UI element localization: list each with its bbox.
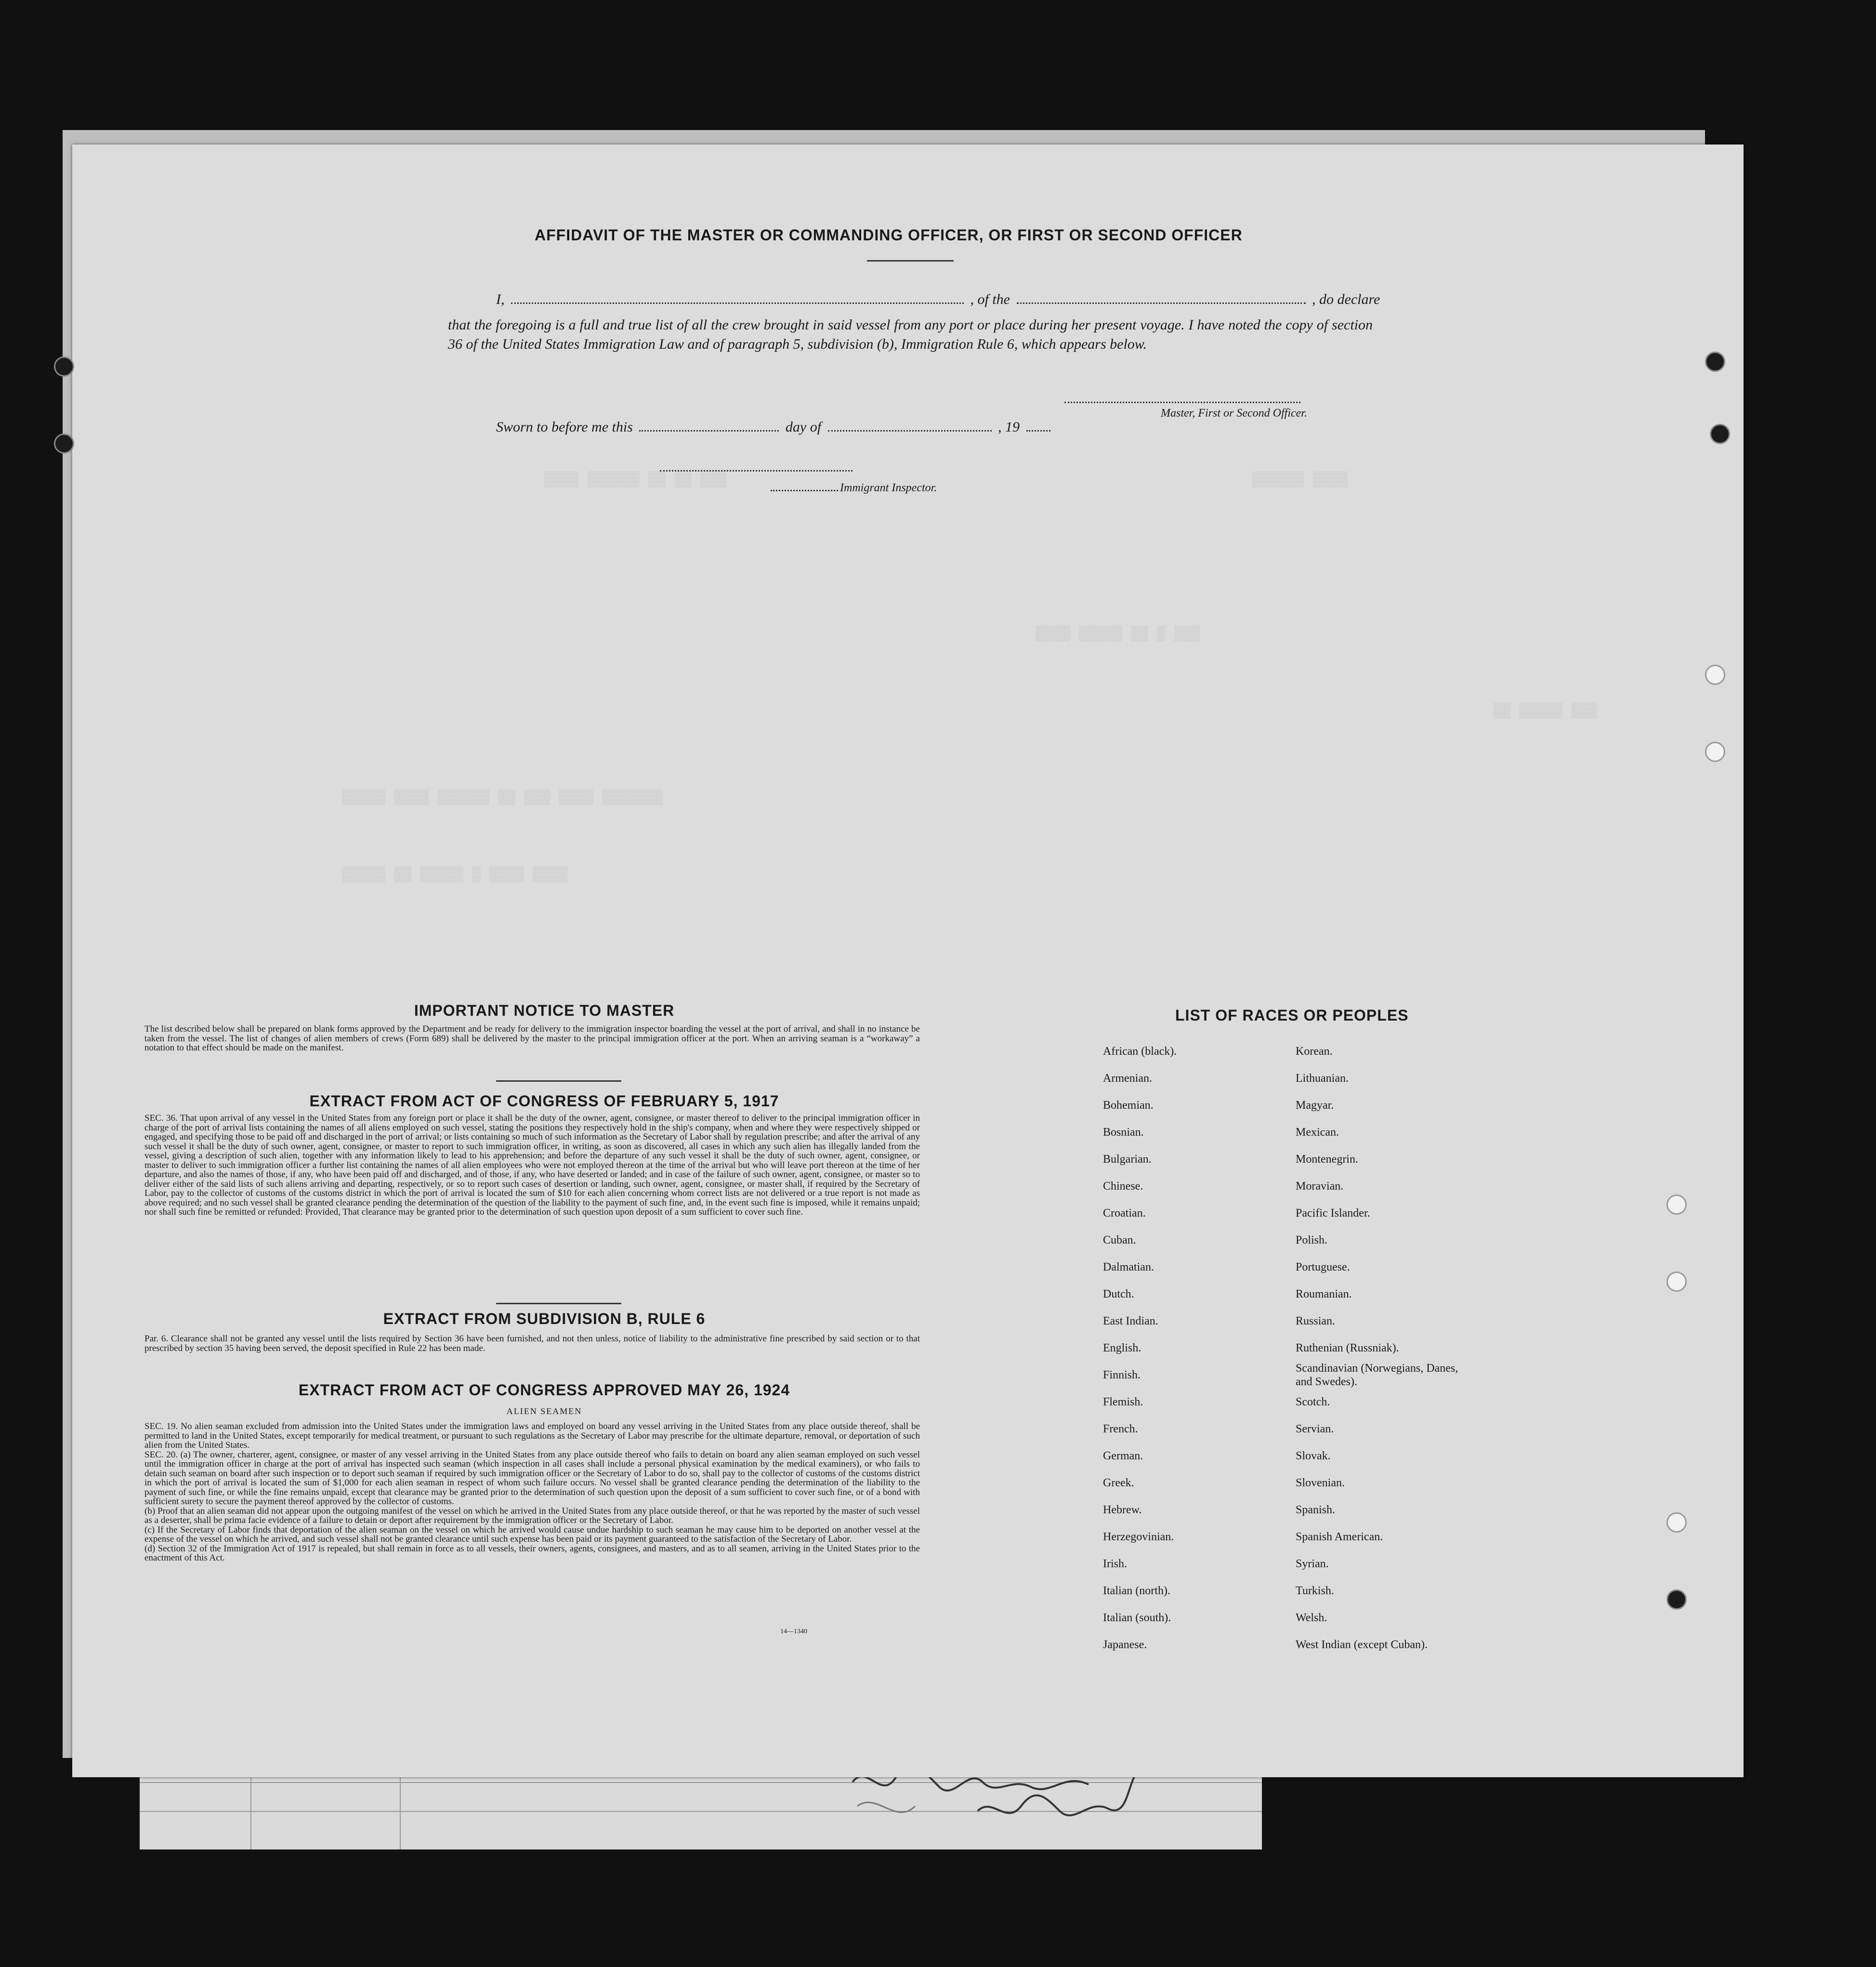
inspector-signature-field[interactable] — [660, 468, 853, 472]
punch-hole — [1666, 1589, 1687, 1610]
extract-1917-body: SEC. 36. That upon arrival of any vessel in the United States from any foreign port or place it shall be the duty of the owner, agent, consignee, or master thereof to deliver to the principal immigration officer in charge of the port of arrival lists containing the names of all aliens employed on such vessel, stating the positions they respectively hold in the ship's company, when and where they were respectively shipped or engaged, and specifying those to be paid off and discharged in the port of arrival; or lists containing so much of such information as the Secretary of Labor shall by regulation prescribe; and after the arrival of any such vessel it shall be the duty of such owner, agent, consignee, or master to report to such immigration officer, in writing, as soon as discovered, all cases in which any such alien has illegally landed from the vessel, giving a description of such alien, together with any information likely to lead to his apprehension; and before the departure of any such vessel it shall be the duty of such owner, agent, consignee, or master to deliver to such immigration officer a further list containing the names of all alien employees who were not employed thereon at the time of the arrival but who will leave port thereon at the time of her departure, and also the names of those, if any, who have been paid off and discharged, and of those, if any, who have deserted or landed; and in case of the failure of such owner, agent, consignee, or master so to deliver either of the said lists of such aliens arriving and departing, respectively, or so to report such cases of desertion or landing, such owner, agent, consignee, or master shall, if required by the Secretary of Labor, pay to the collector of customs of the customs district in which the port of arrival is located the sum of $10 for each alien concerning whom correct lists are not delivered or a true report is not made as above required; and no such vessel shall be granted clearance pending the determination of the question of the liability to the payment of such fine, and, in the event such fine is imposed, while it remains unpaid; nor shall such fine be remitted or refunded: Provided, That clearance may be granted prior to the determination of such question upon deposit of a sum sufficient to cover such fine. — [144, 1113, 920, 1217]
rule6-title: EXTRACT FROM SUBDIVISION B, RULE 6 — [383, 1310, 706, 1327]
vessel-name-field[interactable] — [1017, 301, 1306, 304]
sec-20d-text: (d) Section 32 of the Immigration Act of 1917 is repealed, but shall remain in force as to all vessels, their owners, agents, consignees, and masters, and as to all seamen, arriving in the United States prior to the enactment of this Act. — [144, 1543, 920, 1563]
punch-hole — [1666, 1512, 1687, 1533]
race-item: Roumanian. — [1296, 1288, 1352, 1300]
bleed-through: ▒▒ ▒▒▒▒▒ ▒▒▒ — [1493, 703, 1598, 720]
race-item: Scotch. — [1296, 1396, 1330, 1408]
form-number: 14—1340 — [780, 1628, 807, 1635]
punch-hole-edge — [54, 356, 74, 377]
race-item: Cuban. — [1103, 1234, 1136, 1246]
races-left-column — [1103, 1038, 1177, 1658]
race-item: Italian (north). — [1103, 1585, 1170, 1597]
race-item: Montenegrin. — [1296, 1153, 1358, 1166]
race-item: Spanish American. — [1296, 1531, 1383, 1543]
sec-20b-text: (b) Proof that an alien seaman did not appear upon the outgoing manifest of the vessel on which he arrived in the United States from any place outside thereof, or that he was reported by the master of such vessel as a deserter, shall be prima facie evidence of a failure to detain or deport after requirement by the immigration officer or the Secretary of Labor. — [144, 1506, 920, 1525]
race-item: Moravian. — [1296, 1180, 1344, 1193]
race-item: Scandinavian (Norwegians, Danes, and Swedes). — [1296, 1362, 1458, 1388]
race-item: German. — [1103, 1450, 1143, 1462]
notice-title: IMPORTANT NOTICE TO MASTER — [414, 1002, 675, 1019]
race-item: Dutch. — [1103, 1288, 1134, 1300]
affidavit-body: that the foregoing is a full and true list of all the crew brought in said vessel from any port or place during her present voyage. I have noted the copy of section 36 of the United States Immigration Law and of paragraph 5, subdivision (b), Immigration Rule 6, which appears below. — [448, 317, 1373, 352]
inspector-caption: Immigrant Inspector. — [840, 482, 937, 494]
race-item: Hebrew. — [1103, 1504, 1142, 1516]
bleed-through: ▒▒▒▒ ▒▒▒▒▒ ▒▒ ▒ ▒▒▒ — [1036, 626, 1201, 643]
race-item: Armenian. — [1103, 1072, 1152, 1085]
race-item: Ruthenian (Russniak). — [1296, 1342, 1399, 1354]
extract-1924-subtitle: ALIEN SEAMEN — [506, 1406, 582, 1416]
notice-divider — [496, 1080, 621, 1082]
sworn-year-field[interactable] — [1026, 428, 1050, 432]
extract-1924-title: EXTRACT FROM ACT OF CONGRESS APPROVED MAY 26, 1924 — [298, 1381, 790, 1399]
bleed-through: ▒▒▒▒▒ ▒▒▒▒ ▒▒▒▒▒▒ ▒▒ ▒▒▒ ▒▒▒▒ ▒▒▒▒▒▒▒ — [342, 790, 663, 806]
race-item: Bosnian. — [1103, 1126, 1144, 1139]
sworn-month-field[interactable] — [828, 428, 992, 432]
race-item: Magyar. — [1296, 1099, 1334, 1112]
declarant-name-field[interactable] — [511, 301, 964, 304]
notice-body: The list described below shall be prepared on blank forms approved by the Department and be ready for delivery to the immigration inspector boarding the vessel at the port of arrival, and shall in no instance be taken from the vessel. The list of changes of alien members of crews (Form 689) shall be delivered by the master to the principal immigration officer at the port. When an arriving seaman is a “workaway” a notation to that effect should be made on the manifest. — [144, 1024, 920, 1053]
race-item: Italian (south). — [1103, 1612, 1171, 1624]
race-item: Spanish. — [1296, 1504, 1336, 1516]
race-item: Slovak. — [1296, 1450, 1331, 1462]
declarant-label: I, — [496, 291, 505, 307]
punch-hole — [1705, 352, 1725, 372]
race-item: Pacific Islander. — [1296, 1207, 1370, 1220]
race-item: Russian. — [1296, 1315, 1336, 1327]
punch-hole — [1666, 1272, 1687, 1292]
year-label: , 19 — [998, 419, 1020, 435]
race-item: Finnish. — [1103, 1369, 1141, 1381]
master-caption: Master, First or Second Officer. — [1161, 407, 1307, 420]
race-item: Mexican. — [1296, 1126, 1339, 1139]
race-item: Croatian. — [1103, 1207, 1146, 1220]
sworn-day-field[interactable] — [639, 428, 779, 432]
inspector-leader-dots — [771, 488, 838, 491]
bleed-through: ▒▒▒▒▒▒ ▒▒▒▒ — [1252, 472, 1348, 488]
inspector-line — [771, 482, 937, 495]
declare-label: , do declare — [1312, 291, 1380, 307]
punch-hole — [1666, 1194, 1687, 1215]
sec-20a-text: SEC. 20. (a) The owner, charterer, agent, consignee, or master of any vessel arriving in the United States from any place outside thereof who fails to detain on board any alien seaman employed on such vessel until the immigration officer in charge at the port of arrival has inspected such seaman (which inspection in all cases shall include a personal physical examination by the medical examiners), or who fails to detain such seaman on board after such inspection or to deport such seaman if required by such immigration officer or the Secretary of Labor to do so, shall pay to the collector of customs of the customs district in which the port of arrival is located the sum of $1,000 for each alien seaman in respect of whom such failure occurs. No vessel shall be granted clearance pending the determination of the liability to the payment of such fine, or while the fine remains unpaid, except that clearance may be granted prior to the determination of such question upon the deposit of a sum sufficient to cover such fine, or of a bond with sufficient surety to secure the payment thereof approved by the collector of customs. — [144, 1449, 920, 1507]
bleed-through: ▒▒▒▒▒ ▒▒ ▒▒▒▒▒ ▒ ▒▒▒▒ ▒▒▒▒ — [342, 867, 568, 883]
race-item: Herzegovinian. — [1103, 1531, 1174, 1543]
sec-20c-text: (c) If the Secretary of Labor finds that deportation of the alien seaman on the vessel on which he arrived would cause undue hardship to such seaman he may cause him to be deported on another vessel at the expense of the vessel on which he arrived, and such vessel shall not be granted clearance until such expense has been paid or its payment guaranteed to the satisfaction of the Secretary of Labor. — [144, 1524, 920, 1544]
race-item: Polish. — [1296, 1234, 1328, 1246]
extract-1917-divider — [496, 1303, 621, 1304]
race-item: English. — [1103, 1342, 1141, 1354]
affidavit-title: AFFIDAVIT OF THE MASTER OR COMMANDING OFFICER, OR FIRST OR SECOND OFFICER — [535, 226, 1243, 244]
bleed-through: ▒▒▒▒ ▒▒▒▒▒▒ ▒▒ ▒▒ ▒▒▒ — [544, 472, 727, 488]
declaration-line — [496, 291, 1380, 308]
race-item: West Indian (except Cuban). — [1296, 1639, 1428, 1651]
race-item: Irish. — [1103, 1558, 1127, 1570]
race-item: Korean. — [1296, 1045, 1333, 1058]
punch-hole-edge — [54, 433, 74, 454]
affidavit-divider — [867, 260, 954, 262]
race-item: Syrian. — [1296, 1558, 1329, 1570]
races-right-column — [1296, 1038, 1459, 1658]
race-item: Dalmatian. — [1103, 1261, 1154, 1273]
day-of-label: day of — [785, 419, 822, 435]
race-item: Chinese. — [1103, 1180, 1143, 1193]
race-item: Slovenian. — [1296, 1477, 1345, 1489]
race-item: Portuguese. — [1296, 1261, 1350, 1273]
extract-1917-title: EXTRACT FROM ACT OF CONGRESS OF FEBRUARY 5, 1917 — [309, 1092, 779, 1110]
race-item: Greek. — [1103, 1477, 1134, 1489]
race-item: Flemish. — [1103, 1396, 1143, 1408]
race-item: Welsh. — [1296, 1612, 1327, 1624]
affidavit-sheet — [72, 144, 1744, 1777]
extract-1924-body — [144, 1422, 920, 1563]
race-item: African (black). — [1103, 1045, 1177, 1058]
rule6-body: Par. 6. Clearance shall not be granted any vessel until the lists required by Section 36 have been furnished, and not then unless, notice of liability to the administrative fine prescribed by said section or to that prescribed by section 35 having been served, the deposit specified in Rule 22 has been made. — [144, 1334, 920, 1353]
races-title: LIST OF RACES OR PEOPLES — [1175, 1007, 1409, 1024]
sworn-label: Sworn to before me this — [496, 419, 633, 435]
race-item: Bulgarian. — [1103, 1153, 1152, 1166]
master-signature-field[interactable] — [1064, 400, 1300, 403]
vessel-label: , of the — [970, 291, 1010, 307]
sworn-line — [496, 419, 1053, 435]
punch-hole — [1710, 424, 1730, 444]
race-item: Japanese. — [1103, 1639, 1147, 1651]
race-item: French. — [1103, 1423, 1138, 1435]
race-item: East Indian. — [1103, 1315, 1158, 1327]
punch-hole — [1705, 742, 1725, 762]
race-item: Turkish. — [1296, 1585, 1334, 1597]
race-item: Servian. — [1296, 1423, 1334, 1435]
race-item: Lithuanian. — [1296, 1072, 1349, 1085]
race-item: Bohemian. — [1103, 1099, 1154, 1112]
sec-19-text: SEC. 19. No alien seaman excluded from admission into the United States under the immigration laws and employed on board any vessel arriving in the United States from any place outside thereof, shall be permitted to land in the United States, except temporarily for medical treatment, or pursuant to such regulations as the Secretary of Labor may prescribe for the ultimate departure, removal, or deportation of such alien from the United States. — [144, 1421, 920, 1450]
punch-hole — [1705, 665, 1725, 685]
